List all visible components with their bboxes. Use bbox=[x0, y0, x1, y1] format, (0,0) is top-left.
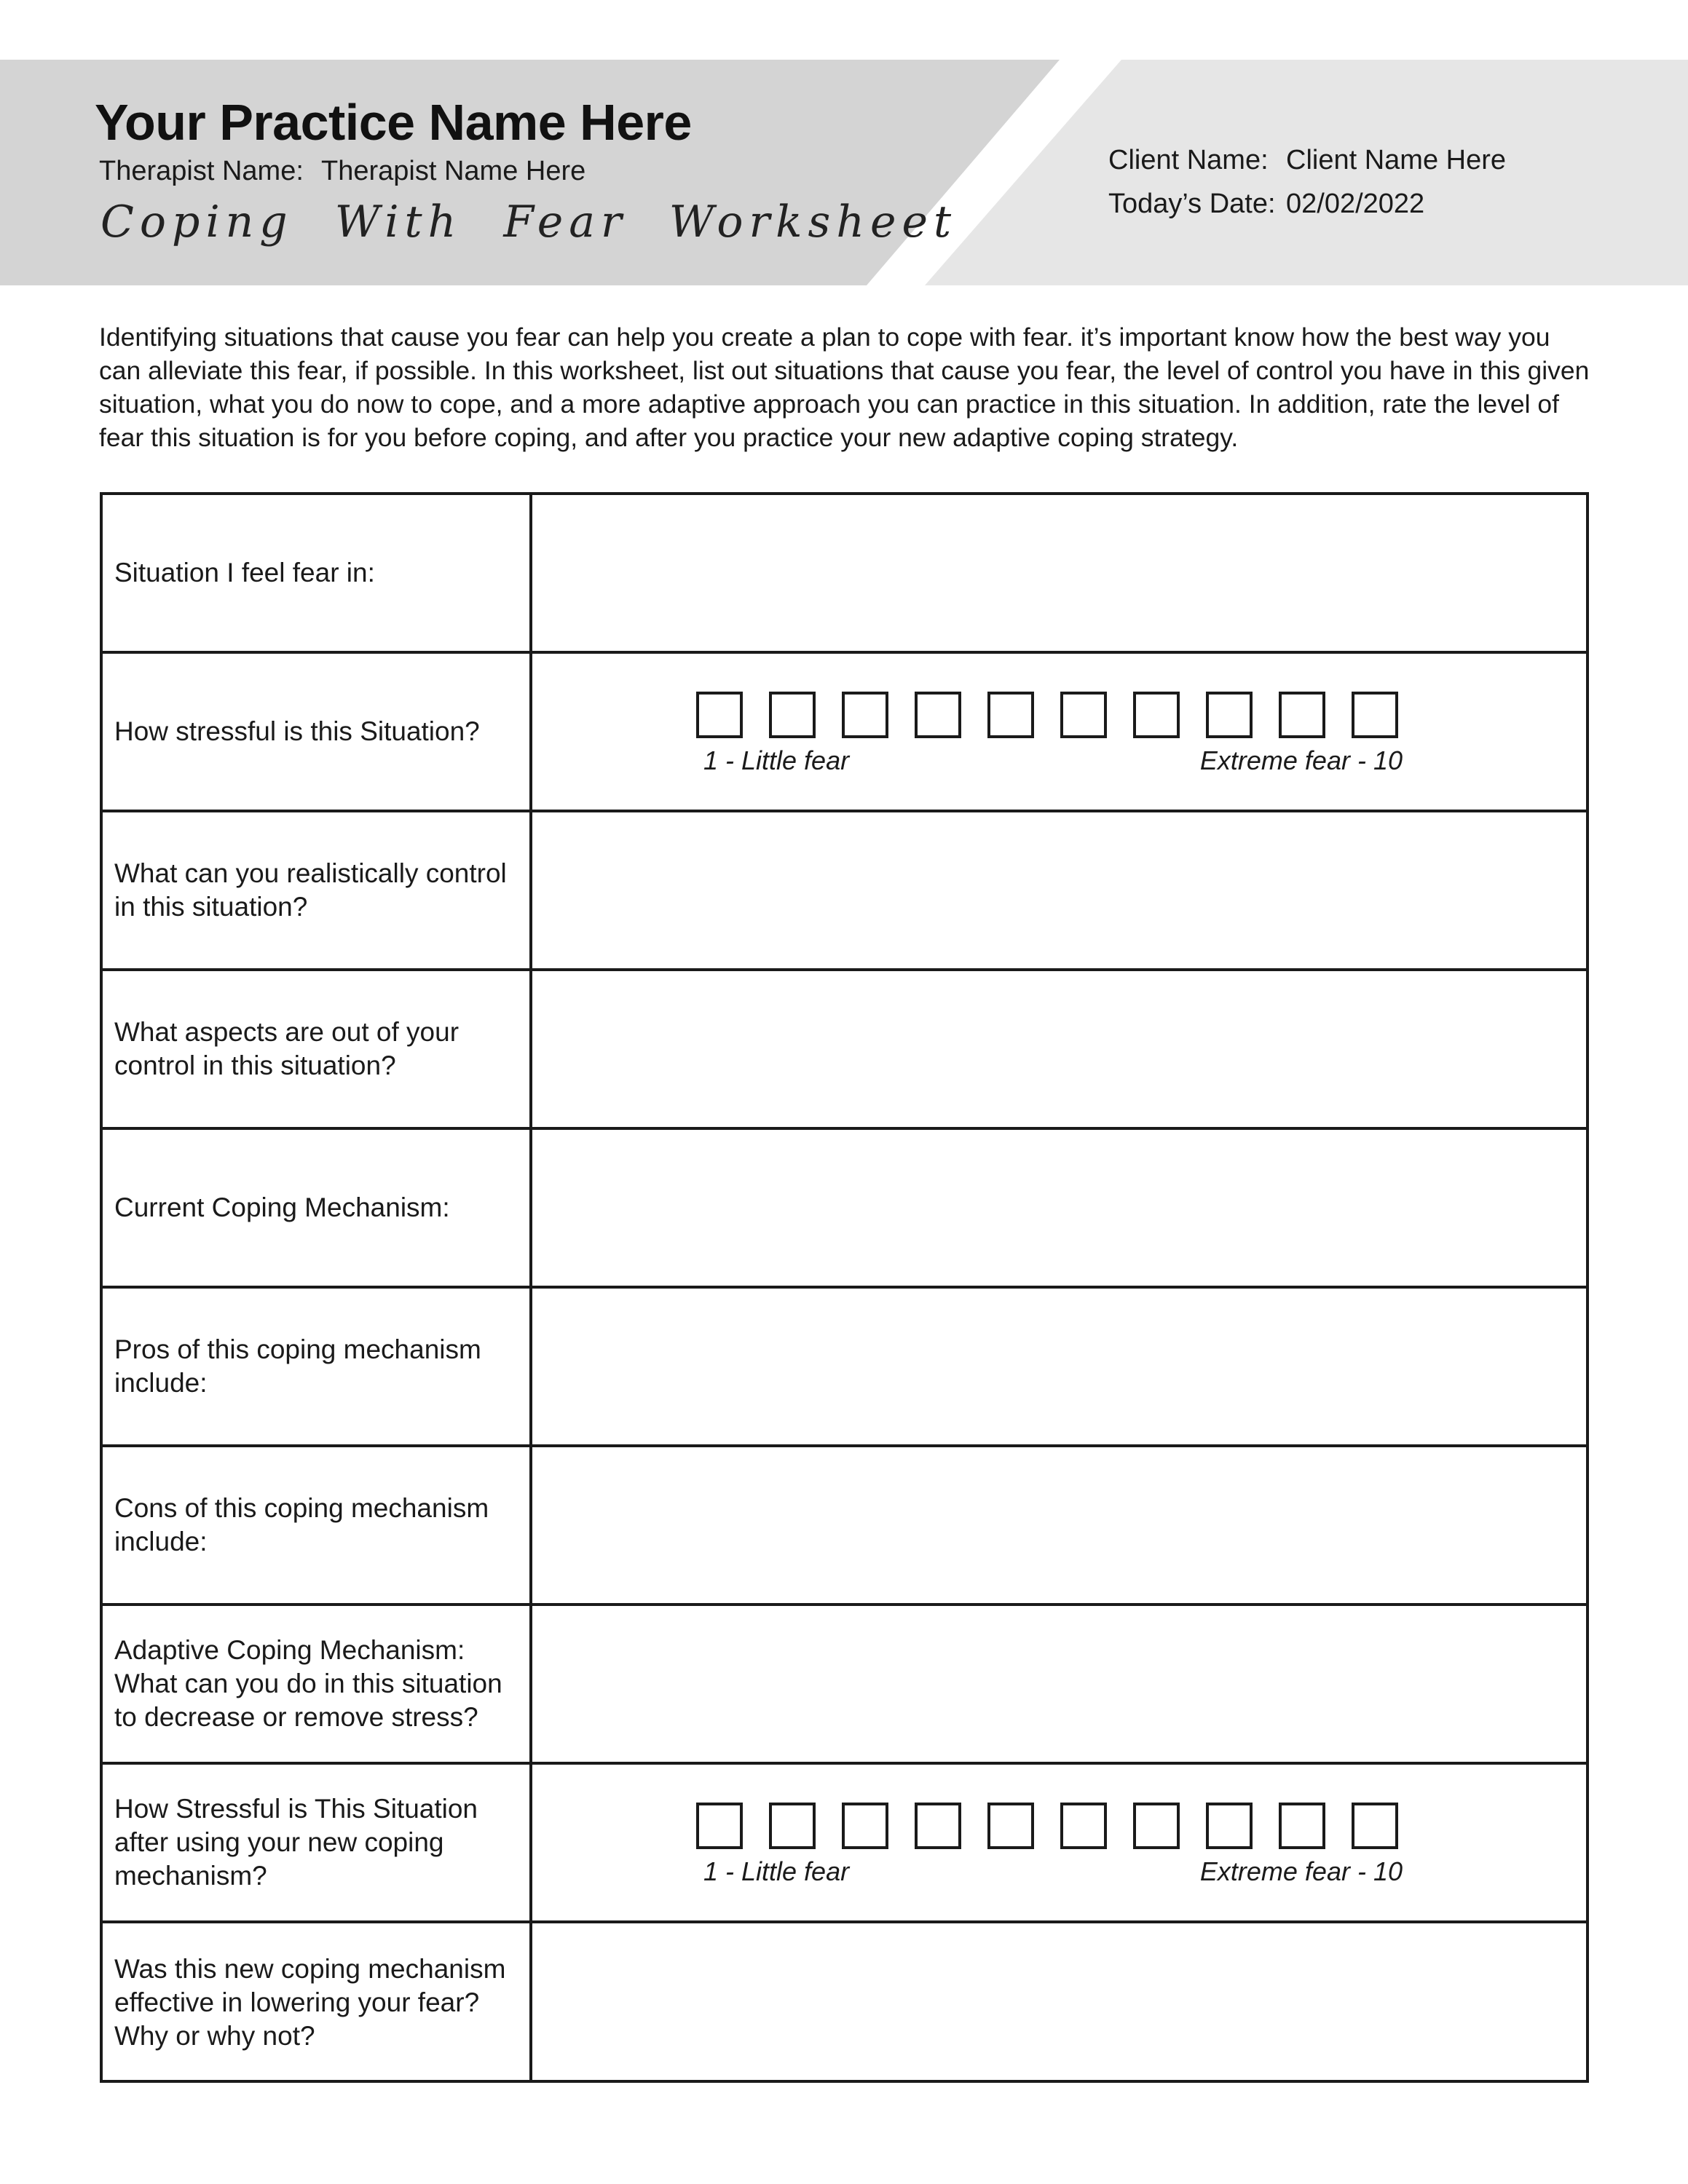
table-row bbox=[103, 1289, 1586, 1447]
rating-checkbox[interactable] bbox=[842, 692, 888, 738]
fear-scale bbox=[696, 692, 1410, 775]
client-name-field[interactable]: Client Name Here bbox=[1286, 145, 1506, 175]
rating-checkbox[interactable] bbox=[987, 1803, 1034, 1849]
row-label: How Stressful is This Situation after using your new coping mechanism? bbox=[103, 1765, 532, 1920]
scale-min-label: 1 - Little fear bbox=[703, 745, 850, 775]
rating-checkbox[interactable] bbox=[1206, 1803, 1253, 1849]
table-row bbox=[103, 1130, 1586, 1289]
table-row bbox=[103, 812, 1586, 971]
practice-name: Your Practice Name Here bbox=[95, 94, 692, 151]
answer-field[interactable] bbox=[532, 1606, 1586, 1762]
client-name-label: Client Name: bbox=[1108, 145, 1269, 175]
answer-field[interactable] bbox=[532, 971, 1586, 1127]
rating-boxes bbox=[696, 1803, 1410, 1849]
rating-checkbox[interactable] bbox=[1206, 692, 1253, 738]
client-name-row bbox=[1108, 143, 1506, 186]
client-info bbox=[1108, 143, 1506, 230]
row-label: How stressful is this Situation? bbox=[103, 654, 532, 810]
rating-checkbox[interactable] bbox=[842, 1803, 888, 1849]
row-label: Adaptive Coping Mechanism: What can you do in this situation to decrease or remove stress? bbox=[103, 1606, 532, 1762]
intro-paragraph: Identifying situations that cause you fear can help you create a plan to cope with fear. it’s important know how the best way you can alleviate this fear, if possible. In this worksheet, list out situations that cause you fear, the level of control you have in this given situation, what you do now to cope, and a more adaptive approach you can practice in this situation. In addition, rate the level of fear this situation is for you before coping, and after you practice your new adaptive coping strategy. bbox=[99, 323, 1590, 452]
row-label: Cons of this coping mechanism include: bbox=[103, 1447, 532, 1603]
answer-field[interactable] bbox=[532, 1130, 1586, 1286]
row-label: What aspects are out of your control in this situation? bbox=[103, 971, 532, 1127]
answer-field[interactable] bbox=[532, 1923, 1586, 2082]
fear-rating-after bbox=[532, 1765, 1586, 1920]
worksheet-table bbox=[100, 492, 1589, 2083]
answer-field[interactable] bbox=[532, 1447, 1586, 1603]
therapist-row bbox=[99, 156, 585, 187]
therapist-label: Therapist Name: bbox=[99, 156, 304, 186]
answer-field[interactable] bbox=[532, 1289, 1586, 1444]
table-row bbox=[103, 971, 1586, 1130]
date-row bbox=[1108, 186, 1506, 230]
date-field[interactable]: 02/02/2022 bbox=[1286, 189, 1425, 219]
scale-min-label: 1 - Little fear bbox=[703, 1856, 850, 1886]
table-row bbox=[103, 1447, 1586, 1606]
rating-checkbox[interactable] bbox=[1060, 692, 1107, 738]
scale-max-label: Extreme fear - 10 bbox=[1199, 1856, 1403, 1886]
table-row bbox=[103, 495, 1586, 654]
rating-checkbox[interactable] bbox=[1352, 692, 1398, 738]
table-row bbox=[103, 1765, 1586, 1923]
table-row bbox=[103, 654, 1586, 812]
rating-checkbox[interactable] bbox=[769, 692, 816, 738]
rating-checkbox[interactable] bbox=[915, 692, 961, 738]
rating-checkbox[interactable] bbox=[1060, 1803, 1107, 1849]
answer-field[interactable] bbox=[532, 812, 1586, 968]
row-label: Pros of this coping mechanism include: bbox=[103, 1289, 532, 1444]
therapist-name[interactable]: Therapist Name Here bbox=[321, 156, 586, 186]
scale-max-label: Extreme fear - 10 bbox=[1199, 745, 1403, 775]
rating-checkbox[interactable] bbox=[1352, 1803, 1398, 1849]
rating-checkbox[interactable] bbox=[1279, 1803, 1325, 1849]
header-banner bbox=[0, 0, 1688, 291]
worksheet-title: Coping With Fear Worksheet bbox=[100, 197, 958, 248]
row-label: Current Coping Mechanism: bbox=[103, 1130, 532, 1286]
rating-checkbox[interactable] bbox=[1133, 1803, 1180, 1849]
rating-boxes bbox=[696, 692, 1410, 738]
rating-checkbox[interactable] bbox=[915, 1803, 961, 1849]
rating-checkbox[interactable] bbox=[987, 692, 1034, 738]
rating-checkbox[interactable] bbox=[696, 1803, 743, 1849]
row-label: Situation I feel fear in: bbox=[103, 495, 532, 651]
answer-field[interactable] bbox=[532, 495, 1586, 651]
table-row bbox=[103, 1923, 1586, 2082]
row-label: What can you realistically control in this situation? bbox=[103, 812, 532, 968]
rating-checkbox[interactable] bbox=[696, 692, 743, 738]
rating-checkbox[interactable] bbox=[1133, 692, 1180, 738]
rating-checkbox[interactable] bbox=[769, 1803, 816, 1849]
fear-scale bbox=[696, 1803, 1410, 1886]
fear-rating-before bbox=[532, 654, 1586, 810]
table-row bbox=[103, 1606, 1586, 1765]
date-label: Today’s Date: bbox=[1108, 189, 1276, 219]
row-label: Was this new coping mechanism effective in lowering your fear? Why or why not? bbox=[103, 1923, 532, 2082]
rating-checkbox[interactable] bbox=[1279, 692, 1325, 738]
